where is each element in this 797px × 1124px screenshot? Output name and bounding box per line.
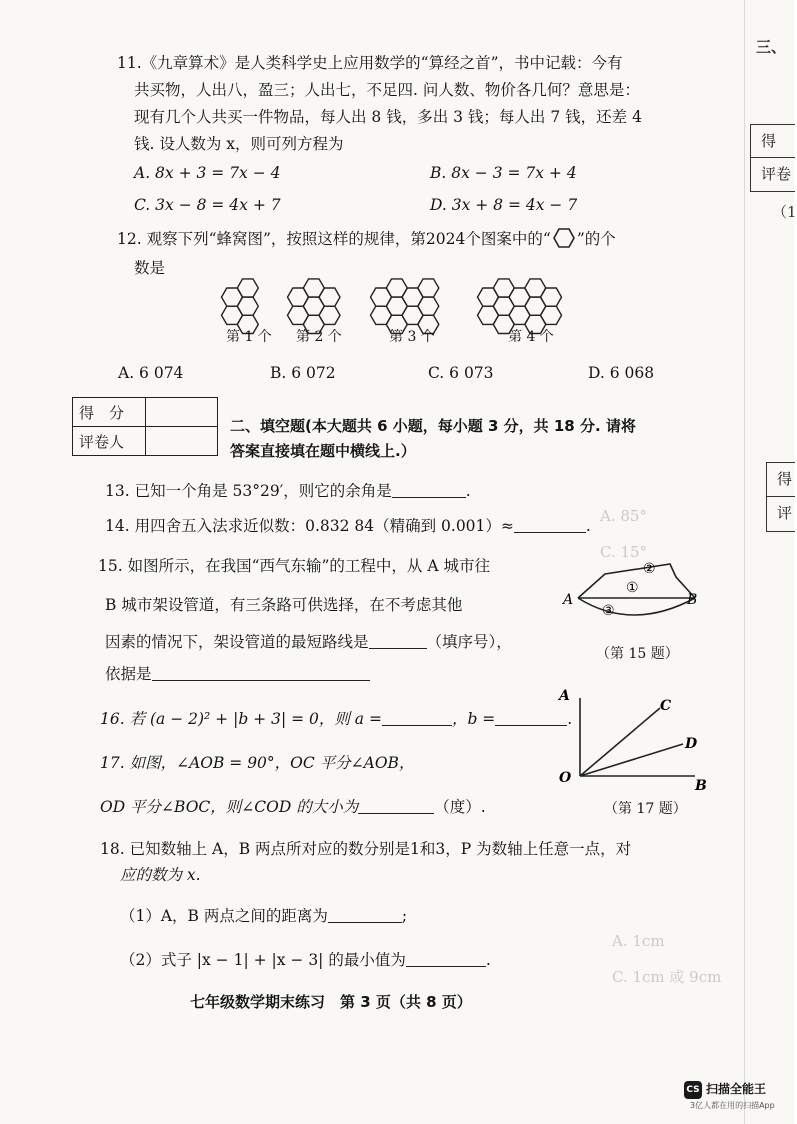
grader-label: 评卷人	[73, 427, 146, 456]
q12-option-a: A. 6 074	[118, 364, 184, 382]
q17-answer-blank[interactable]	[358, 797, 434, 814]
page-footer: 七年级数学期末练习 第 3 页（共 8 页）	[190, 993, 472, 1011]
bleed-text-a: A. 85°	[600, 507, 647, 525]
right-edge-grader: 评卷	[761, 165, 792, 183]
q11-option-a: A. 8x + 3 = 7x − 4	[134, 164, 281, 182]
q17-label-b: B	[695, 778, 707, 794]
right-edge-paren: （1	[772, 203, 797, 221]
q15-label-b: B	[687, 592, 698, 608]
camscanner-slogan: 3亿人都在用的扫描App	[690, 1101, 775, 1110]
q12-caption-2: 第 2 个	[296, 329, 342, 345]
bleed-text-tail-a: A. 1cm	[612, 932, 665, 950]
honeycomb-cell	[319, 306, 340, 324]
right-edge-score-2: 得	[767, 463, 795, 497]
q18-sub1-text: （1）A，B 两点之间的距离为	[120, 907, 328, 925]
q12-option-d: D. 6 068	[588, 364, 655, 382]
right-edge-score-box-2	[766, 462, 795, 532]
q14	[105, 516, 591, 536]
q13	[105, 481, 471, 501]
honeycomb-cell	[418, 297, 439, 315]
q15-line4	[105, 664, 370, 684]
camscanner-logo: CS	[684, 1081, 702, 1099]
q15-route-3: ③	[602, 603, 615, 619]
q11-option-d: D. 3x + 8 = 4x − 7	[430, 196, 578, 214]
score-box	[72, 397, 218, 456]
right-edge-section3: 三、	[756, 38, 787, 56]
q15-line3	[105, 632, 512, 652]
honeycomb-cell	[418, 279, 439, 297]
q15-line1: 15. 如图所示，在我国“西气东输”的工程中，从 A 城市往	[98, 557, 490, 575]
q12-line2: 数是	[134, 259, 166, 277]
right-edge-score-box	[750, 124, 795, 192]
q13-answer-blank[interactable]	[392, 481, 466, 498]
hexagon-icon	[553, 228, 575, 248]
q12-line1-tail: ”的个	[576, 230, 616, 248]
honeycomb-cell	[541, 306, 562, 324]
q12-option-b: B. 6 072	[270, 364, 336, 382]
q11-line4: 钱. 设人数为 x，则可列方程为	[134, 135, 344, 153]
q18-sub1	[120, 906, 407, 926]
q12-line1-text: 12. 观察下列“蜂窝图”，按照这样的规律，第2024个图案中的“	[117, 230, 551, 248]
q16	[100, 709, 572, 729]
q11-line1: 11.《九章算术》是人类科学史上应用数学的“算经之首”，书中记载：今有	[117, 54, 623, 72]
q11-line3: 现有几个人共买一件物品，每人出 8 钱，多出 3 钱；每人出 7 钱，还差 4	[134, 108, 642, 126]
q14-end: .	[585, 517, 591, 535]
section2-line2: 答案直接填在题中横线上.）	[230, 442, 416, 460]
q15-line4-text: 依据是	[105, 665, 152, 683]
honeycomb-figures	[0, 254, 794, 334]
grader-cell[interactable]	[146, 427, 218, 456]
page-fold-line	[744, 0, 745, 1124]
q17-caption: （第 17 题）	[604, 801, 687, 817]
q17-line1: 17. 如图，∠AOB = 90°，OC 平分∠AOB，	[100, 754, 415, 772]
bleed-text-c: C. 15°	[600, 543, 648, 561]
q15-answer-blank[interactable]	[369, 632, 427, 649]
q15-line3-tail: （填序号），	[426, 633, 512, 651]
q12-caption-4: 第 4 个	[508, 329, 554, 345]
q18-sub2-text: （2）式子 |x − 1| + |x − 3| 的最小值为	[120, 951, 406, 969]
q17-line2-text: OD 平分∠BOC，则∠COD 的大小为	[100, 798, 359, 816]
q15-caption: （第 15 题）	[596, 646, 679, 662]
q15-route-2: ②	[643, 561, 656, 577]
honeycomb-cell	[319, 288, 340, 306]
q18-sub1-blank[interactable]	[328, 906, 402, 923]
q17-figure	[555, 688, 705, 798]
camscanner-name: 扫描全能王	[706, 1082, 767, 1096]
q14-answer-blank[interactable]	[514, 516, 586, 533]
q15-label-a: A	[563, 592, 574, 608]
q17-label-d: D	[685, 736, 698, 752]
q16-end: .	[567, 710, 573, 728]
q13-text: 13. 已知一个角是 53°29′，则它的余角是	[105, 482, 392, 500]
q13-end: .	[465, 482, 471, 500]
q18-sub1-end: ;	[401, 907, 408, 925]
score-cell[interactable]	[146, 398, 218, 427]
section2-line1: 二、填空题(本大题共 6 小题，每小题 3 分，共 18 分. 请将	[230, 417, 636, 435]
honeycomb-cell	[541, 288, 562, 306]
q12-line1	[117, 228, 616, 249]
q17-label-o: O	[559, 770, 572, 786]
right-edge-grader-2: 评	[777, 504, 793, 522]
q17-label-a: A	[559, 688, 570, 704]
q18-sub2	[120, 950, 491, 970]
q11-option-c: C. 3x − 8 = 4x + 7	[134, 196, 281, 214]
q15-route-1: ①	[626, 580, 639, 596]
q12-caption-3: 第 3 个	[389, 329, 435, 345]
q18-line2: 应的数为 x.	[120, 866, 201, 884]
q11-line2: 共买物，人出八，盈三；人出七，不足四. 问人数、物价各几何？意思是：	[134, 81, 640, 99]
q15-line2: B 城市架设管道，有三条路可供选择，在不考虑其他	[105, 596, 463, 614]
q12-option-c: C. 6 073	[428, 364, 494, 382]
q16-mid: ，b =	[451, 710, 496, 728]
bleed-text-tail-c: C. 1cm 或 9cm	[612, 968, 722, 986]
q15-figure	[560, 554, 710, 634]
score-label: 得 分	[73, 398, 146, 427]
q18-line1: 18. 已知数轴上 A，B 两点所对应的数分别是1和3，P 为数轴上任意一点，对	[100, 840, 632, 858]
q15-basis-blank[interactable]	[152, 664, 370, 681]
q18-sub2-end: .	[485, 951, 491, 969]
q12-caption-1: 第 1 个	[226, 329, 272, 345]
q18-sub2-blank[interactable]	[406, 950, 486, 967]
q14-text: 14. 用四舍五入法求近似数：0.832 84（精确到 0.001）≈	[105, 517, 514, 535]
q15-line3-text: 因素的情况下，架设管道的最短路线是	[105, 633, 369, 651]
q17-line2-tail: （度）.	[434, 798, 486, 816]
q11-option-b: B. 8x − 3 = 7x + 4	[430, 164, 577, 182]
q17-line2	[100, 797, 486, 817]
honeycomb-cell	[237, 297, 258, 315]
q16-text: 16. 若 (a − 2)² + |b + 3| = 0，则 a =	[100, 710, 382, 728]
right-edge-score: 得	[751, 125, 795, 158]
honeycomb-cell	[237, 279, 258, 297]
q17-label-c: C	[660, 698, 672, 714]
q16-a-blank[interactable]	[382, 709, 452, 726]
